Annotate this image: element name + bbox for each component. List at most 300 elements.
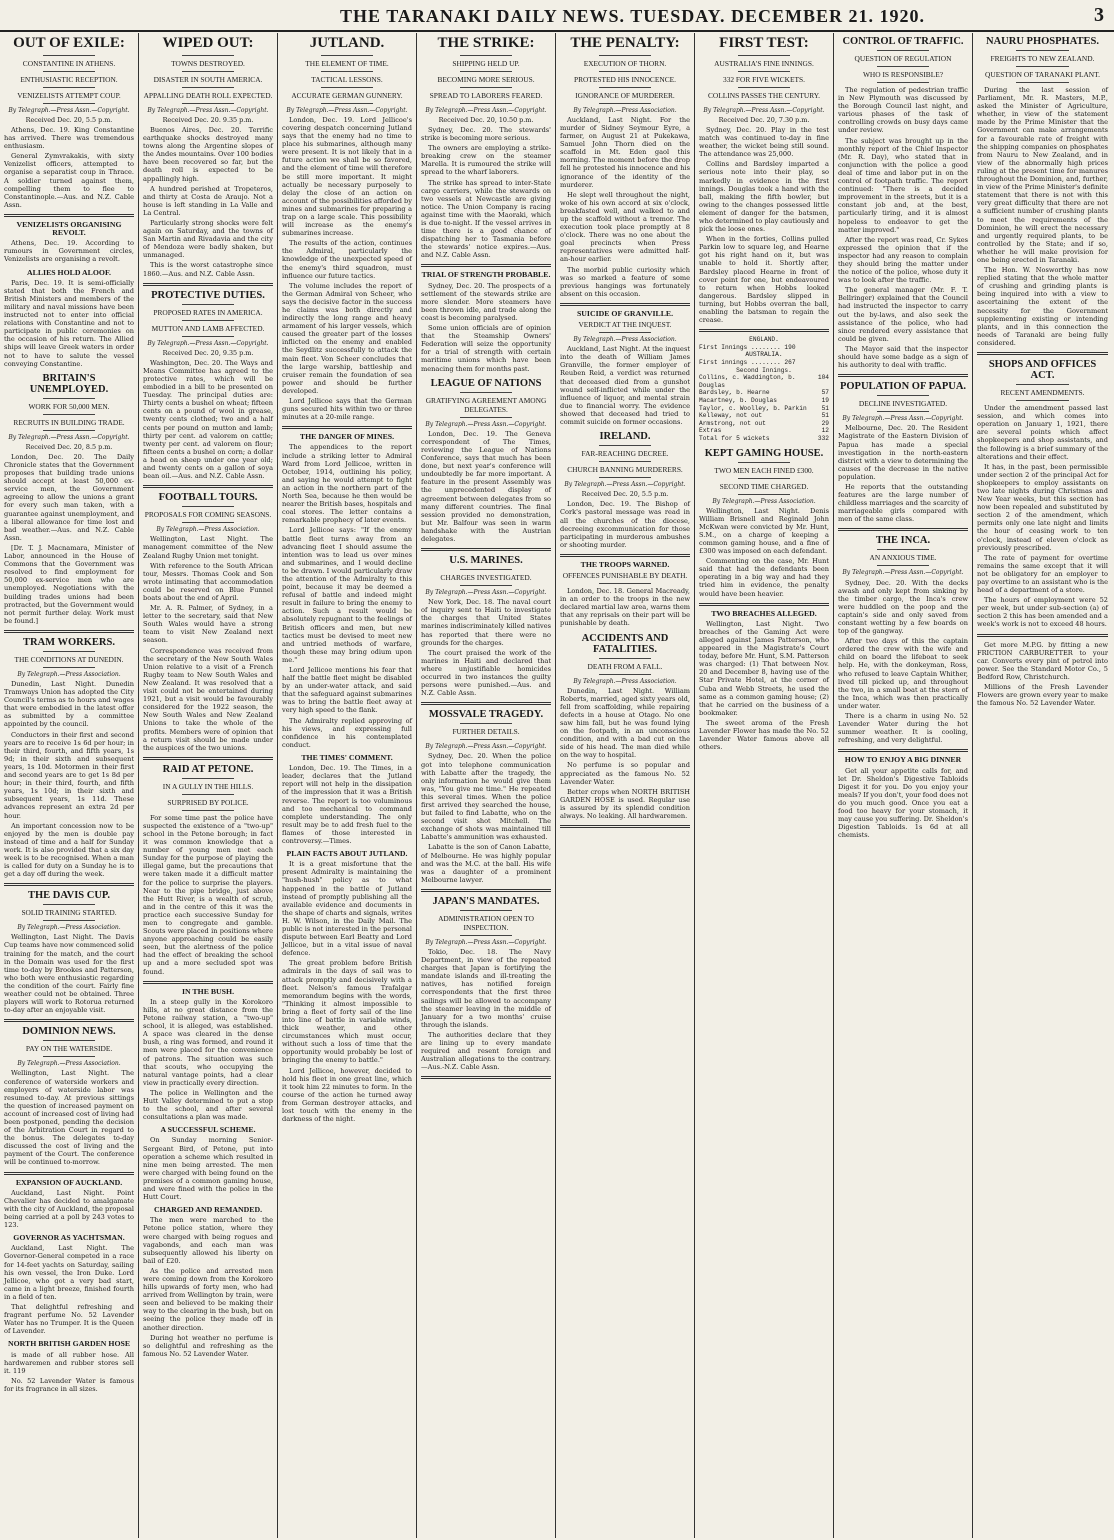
subheadline: SHIPPING HELD UP.: [452, 58, 520, 68]
dateline: Received Dec. 20, 8.5 p.m.: [25, 442, 113, 451]
article-body: [4, 680, 134, 878]
paragraph: With reference to the South African tour, Messrs. Thomas Cook and Son wrote intimating that accommodation could be reserved on Blue Funnel boats about the end of April.: [143, 561, 273, 602]
scorecard-row: [699, 405, 829, 413]
article-body: [143, 126, 273, 278]
subheadline: WORK FOR 50,000 MEN.: [28, 401, 110, 411]
paragraph: The court praised the work of the marines in Haiti and declared that where unjustifiable homicides occurred in two instances the guilty persons were punished.—Aus. and N.Z. Cable Assn.: [421, 648, 551, 698]
subheadline: RECENT AMENDMENTS.: [1000, 388, 1085, 398]
divider: [738, 71, 790, 72]
article: [699, 36, 829, 324]
subheadline: EXECUTION OF THORN.: [583, 58, 667, 68]
subheadline: TACTICAL LESSONS.: [311, 74, 383, 84]
section-divider: [143, 283, 273, 286]
paragraph: Lord Jellicoe says that the German guns secured hits within two or three minutes at a 20-mile range.: [282, 397, 412, 422]
byline: By Telegraph.—Press Assn.—Copyright.: [703, 106, 825, 114]
article-body: [282, 860, 412, 1123]
paragraph: Mr. A. R. Palmer, of Sydney, in a letter to the secretary, said that New South Wales would have a strong team to visit New Zealand next season.: [143, 604, 273, 645]
paragraph: Get more M.P.G. by fitting a new FRICTION CARBURETTER to your car. Converts every pint of petrol into power. See the Standard Motor Co., 5 Bedford Row, Christchurch.: [977, 640, 1108, 681]
headline: KEPT GAMING HOUSE.: [704, 447, 824, 459]
headline: THE INCA.: [875, 535, 931, 547]
paragraph: In a steep gully in the Korokoro hills, at no great distance from the Petone railway station, a "two-up" school, it is alleged, was established. A space was cleared in the dense bush, a ring was formed, and round it men were placed for the convenience of patrons. The situation was such that scouts, who occupying the natural vantage points, had a clear view in practically every direction.: [143, 997, 273, 1087]
section-divider: [699, 603, 829, 606]
paragraph: Under the amendment passed last session, and which comes into operation on January 1, 1921, there are several points which affect shopkeepers and shop assistants, and the following is a brief summary of the alterations and their effect.: [977, 404, 1108, 461]
scorecard: [699, 336, 829, 442]
scorecard-team: ENGLAND.: [749, 336, 779, 344]
paragraph: The men were marched to the Petone police station, where they were charged with being rogues and vagabonds, and each man was subsequently allowed his liberty on bail of £20.: [143, 1216, 273, 1265]
news-column: [139, 33, 278, 1538]
article-body: [421, 752, 551, 884]
runs: 104: [817, 374, 829, 382]
subheadline: PROPOSED RATES IN AMERICA.: [153, 307, 263, 317]
article: [421, 36, 551, 259]
subheadline: QUESTION OF REGULATION: [854, 54, 952, 64]
scorecard-total: [699, 435, 829, 443]
article-body: [421, 430, 551, 543]
divider: [599, 583, 651, 584]
subheadline: IN A GULLY IN THE HILLS.: [162, 781, 254, 791]
section-divider: [143, 757, 273, 760]
article-body: [282, 116, 412, 421]
byline: By Telegraph.—Press Association.: [712, 497, 816, 505]
article: [838, 756, 968, 839]
section-divider: [4, 1172, 134, 1175]
subheadline: THE ELEMENT OF TIME.: [305, 58, 389, 68]
byline: By Telegraph.—Press Assn.—Copyright.: [842, 415, 964, 423]
paragraph: Melbourne, Dec. 20. The Resident Magistrate of the Eastern Division of Papua has made a special investigation in the north-eastern district with a view to determining the causes of the decrease in the native population.: [838, 424, 968, 481]
byline: By Telegraph.—Press Assn.—Copyright.: [8, 106, 130, 114]
paragraph: During hot weather no perfume is so delightful and refreshing as the famous No. 52 Lavender Water.: [143, 1333, 273, 1358]
article: [699, 336, 829, 442]
headline: TWO BREACHES ALLEGED.: [711, 608, 817, 618]
article-body: [4, 933, 134, 1014]
subheadline: CHARGES INVESTIGATED.: [440, 573, 532, 583]
subheadline: MUTTON AND LAMB AFFECTED.: [151, 323, 265, 333]
section-divider: [4, 630, 134, 633]
batsman: Kelleway, not out: [699, 412, 763, 420]
paragraph: Collins and Bardsley imparted a serious note into their play, so markedly in evidence in the first innings. Douglas took a hand with the ball, making the fifth bowler, but owing to the changes possessed little element of danger for the batsmen, who determined to play cautiously and pick the loose ones.: [699, 160, 829, 234]
page-number: 3: [1094, 4, 1104, 26]
paragraph: The subject was brought up in the monthly report of the Chief Inspector (Mr. R. Day), who stated that in conjunction with the police a good deal of time and labor put in on the control of footpath traffic. The report continued: "There is a decided improvement in the streets, but it is a constant job and, at the best, particularly tiring, and it is almost hopeless to endeavor to get the matter improved.": [838, 136, 968, 234]
paragraph: London, Dec. 19. The Bishop of Cork's pastoral message was read in all the churches of the diocese, decreeing excommunication for those participating in murderous ambushes or shooting murder.: [560, 500, 690, 549]
article-body: [838, 424, 968, 523]
paragraph: Sydney, Dec. 20. When the police got into telephone communication with Labatte after the tragedy, the only information he would give them was, "You give me time." He repeated this several times. When the police first arrived they searched the house, but failed to find Labatte, who on the second visit shot Mitchell. The exchange of shots was maintained till Labatte's ammunition was exhausted.: [421, 752, 551, 842]
paragraph: Washington, Dec. 20. The Ways and Means Committee has agreed to the protective rates, which will be embodied in a bill to be presented on Tuesday. The principal duties are: Thirty cents a bushel on wheat; fifteen cents on a pound of wool in grease, twenty cents clothed; two and a half cents per pound on mutton and lamb; thirty per cent. ad valorem on cattle; twenty per cent. ad valorem on flour; fifteen cents a bushel on corn; a dollar a head on sheep under one year old; and twenty cents on a gallon of soya bean oil.—Aus. and N.Z. Cable Assn.: [143, 358, 273, 481]
byline: By Telegraph.—Press Assn.—Copyright.: [425, 420, 547, 428]
paragraph: This is the worst catastrophe since 1860.—Aus. and N.Z. Cable Assn.: [143, 261, 273, 278]
article-body: [4, 279, 134, 368]
subheadline: FREIGHTS TO NEW ZEALAND.: [990, 54, 1095, 64]
divider: [738, 478, 790, 479]
divider: [182, 87, 234, 88]
article-body: [560, 345, 690, 426]
divider: [738, 87, 790, 88]
section-divider: [977, 634, 1108, 637]
headline: THE DANGER OF MINES.: [299, 432, 395, 442]
batsman: Macartney, b. Douglas: [699, 396, 777, 404]
section-divider: [699, 329, 829, 332]
paragraph: No perfume is so popular and appreciated as the famous No. 52 Lavender Water.: [560, 761, 690, 786]
paragraph: London, Dec. 18. General Macready, in an order to the troops in the new declared martial law area, warns them that any reprisals on their part will be punishable by death.: [560, 587, 690, 628]
subheadline: VERDICT AT THE INQUEST.: [578, 320, 672, 330]
batsman: Collins, c. Waddington, b. Douglas: [699, 374, 796, 389]
section-divider: [977, 352, 1108, 355]
subheadline: ENTHUSIASTIC RECEPTION.: [20, 74, 118, 84]
section-divider: [838, 374, 968, 377]
article-body: [560, 687, 690, 821]
headline: CHARGED AND REMANDED.: [153, 1205, 263, 1215]
section-divider: [4, 214, 134, 217]
article-body: [4, 1244, 134, 1335]
paragraph: The Hon. W. Nosworthy has now replied stating that the whole matter of crushing and grinding plants is being inquired into with a view to ascertaining the extent of the necessity for the Government supplementing existing or intending plants, and in this connection the needs of Taranaki are being fully considered.: [977, 266, 1108, 347]
scorecard-row: [699, 397, 829, 405]
headline: PROTECTIVE DUTIES.: [151, 289, 265, 301]
section-divider: [4, 1019, 134, 1022]
paragraph: Auckland, Last Night. Point Chevalier has decided to amalgamate with the city of Auckland, the proposal being carried at a poll by 243 votes to 123.: [4, 1188, 134, 1230]
paragraph: Tokio, Dec. 18. The Navy Department, in view of the repeated charges that Japan is fortifying the mandate islands and ill-treating the natives, has notified foreign correspondents that the first three sailings will be allowed to accompany the steamer leaving in the middle of January for a two months' cruise through the islands.: [421, 948, 551, 1029]
paragraph: Lord Jellicoe says: "If the enemy battle fleet turns away from an advancing fleet I should assume the intention was to lead us over mines and submarines, and I would decline to be drawn. I would particularly draw the attention of the Admiralty to this point, because it may be deemed a refusal of battle and indeed might result in failure to bring the enemy to action. Such a result would be absolutely repugnant to the feelings of British officers and men, but new tactics must be devised to meet new and untried methods of warfare, though these may bring odium upon me.": [282, 526, 412, 664]
headline: A SUCCESSFUL SCHEME.: [160, 1125, 256, 1135]
subheadline: DISASTER IN SOUTH AMERICA.: [153, 74, 263, 84]
article: [560, 561, 690, 628]
paragraph: The Admiralty replied approving of his views, and expressing full confidence in his contemplated conduct.: [282, 716, 412, 749]
article-body: [560, 116, 690, 298]
byline: By Telegraph.—Press Assn.—Copyright.: [564, 481, 686, 489]
headline: VENIZELISTS ORGANISING REVOLT.: [16, 219, 122, 238]
byline: By Telegraph.—Press Assn.—Copyright.: [147, 106, 269, 114]
divider: [43, 430, 95, 431]
paragraph: Conductors in their first and second years are to receive 1s 6d per hour; in their third, fourth, and fifth years, 1s 9d; in their sixth and subsequent years, 1s 10d. Motormen in their first and second years are to get 1s 8d per hour; in their third, fourth, and fifth years, 1s 10d; in their sixth and subsequent years, 1s 11d. These advances represent an extra 2d per hour.: [4, 730, 134, 820]
article-body: [4, 239, 134, 263]
divider: [599, 445, 651, 446]
section-divider: [4, 883, 134, 886]
paragraph: The Mayor said that the inspector should have some badge as a sign of his authority to deal with traffic.: [838, 344, 968, 370]
paragraph: The great problem before British admirals in the days of sail was to attack promptly and decisively with a fleet. Nelson's famous Trafalgar memorandum begins with the words, "Thinking it almost impossible to bring a fleet of forty sail of the line into line of battle in variable winds, thick weather, and other circumstances which must occur, without such a loss of time that the opportunity would probably be lost of bringing the enemy to battle.": [282, 959, 412, 1065]
paragraph: Commenting on the case, Mr. Hunt said that had the defendants been operating in a big way and had they tried him in evidence, the penalty would have been heavier.: [699, 557, 829, 598]
divider: [182, 794, 234, 795]
news-column: [417, 33, 556, 1538]
paragraph: A hundred perished at Tropeteros, and thirty at Costa de Araujo. Not a house is left standing in La Valle and La Central.: [143, 184, 273, 217]
newspaper-masthead: [0, 0, 1114, 32]
subheadline: RECRUITS IN BUILDING TRADE.: [13, 417, 125, 427]
article-body: [421, 598, 551, 697]
divider: [877, 66, 929, 67]
section-divider: [143, 485, 273, 488]
divider: [877, 549, 929, 550]
article: [421, 896, 551, 1072]
headline: THE STRIKE:: [437, 35, 535, 51]
dateline: Received Dec. 20. 9.35 p.m.: [162, 115, 254, 124]
subheadline: QUESTION OF TARANAKI PLANT.: [985, 70, 1100, 80]
divider: [460, 910, 512, 911]
subheadline: OFFENCES PUNISHABLE BY DEATH.: [562, 571, 688, 581]
article: [838, 36, 968, 369]
subheadline: WHO IS RESPONSIBLE?: [862, 70, 944, 80]
headline: POPULATION OF PAPUA.: [839, 381, 967, 393]
subheadline: SOLID TRAINING STARTED.: [21, 908, 117, 918]
paragraph: Wellington, Last Night. The Davis Cup teams have now commenced solid training for the match, and the court in the Domain was used for the first time to-day by Brookes and Patterson, who both were enthusiastic regarding the condition of the court. Fairly fine weather could not be obtained. Three players will work to Rotorua returned to-day after an enjoyable visit.: [4, 933, 134, 1015]
article: [143, 36, 273, 278]
article-body: [421, 948, 551, 1071]
byline: By Telegraph.—Press Association.: [156, 526, 260, 534]
runs: 29: [821, 419, 829, 427]
article-body: [143, 1136, 273, 1201]
paragraph: New York, Dec. 18. The naval court of inquiry sent to Haiti to investigate the charges that United States marines indiscriminately killed natives has reported that there were no grounds for the charges.: [421, 598, 551, 647]
article: [699, 610, 829, 752]
section-divider: [560, 554, 690, 557]
headline: EXPANSION OF AUCKLAND.: [15, 1177, 123, 1187]
byline: By Telegraph.—Press Assn.—Copyright.: [425, 589, 547, 597]
headline: THE TIMES' COMMENT.: [301, 752, 393, 762]
subheadline: PAY ON THE WATERSIDE.: [25, 1044, 113, 1054]
paragraph: He reports that the outstanding features are the large number of childless marriages and the scarcity of marriageable girls compared with men of the same class.: [838, 482, 968, 524]
byline: By Telegraph.—Press Association.: [573, 677, 677, 685]
subheadline: CHURCH BANNING MURDERERS.: [567, 465, 683, 475]
divider: [599, 477, 651, 478]
divider: [182, 336, 234, 337]
divider: [599, 87, 651, 88]
paragraph: General Zymvrakakis, with sixty Venizelist officers, attempted to organise a separatist coup in Thrace. A soldier turned against them, compelling them to flee to Constantinople.—Aus. and N.Z. Cable Assn.: [4, 152, 134, 209]
divider: [460, 739, 512, 740]
paragraph: Better crops when NORTH BRITISH GARDEN HOSE is used. Regular use is assured by its splendid condition always. No leaking. All hardwaremen.: [560, 787, 690, 821]
article-body: [560, 587, 690, 627]
headline: THE PENALTY:: [570, 35, 680, 51]
divider: [43, 55, 95, 56]
paragraph: The general manager (Mr. F. T. Bellringer) explained that the Council had instructed the inspector to carry out the by-laws, and also seek the assistance of the police, who had since rendered every assistance that could be given.: [838, 286, 968, 343]
news-column: [695, 33, 834, 1538]
headline: JUTLAND.: [309, 35, 385, 51]
byline: By Telegraph.—Press Assn.—Copyright.: [425, 743, 547, 751]
article-body: [4, 1351, 134, 1393]
paragraph: Correspondence was received from the secretary of the New South Wales Union relative to a visit of a French Rugby team to New South Wales and New Zealand. It was resolved that a visit could not be entertained during 1921, but a visit would be favourably considered for the 1922 season, the New South Wales and New Zealand Unions to take the whole of the profits. Members were of opinion that a return visit should be made under the auspices of the two unions.: [143, 646, 273, 752]
paragraph: Auckland, Last Night. The Governor-General competed in a race for 14-feet yachts on Saturday, sailing his own vessel, the Iron Duke. Lord Jellicoe, who got a very bad start, came in a light breeze, finished fourth in a field of ten.: [4, 1244, 134, 1301]
article: [282, 36, 412, 421]
divider: [182, 810, 234, 811]
scorecard-row: [699, 389, 829, 397]
divider: [1016, 82, 1068, 83]
paragraph: The owners are employing a strike-breaking crew on the steamer Marella. It is rumoured the strike will spread to the wharf laborers.: [421, 144, 551, 177]
paragraph: The sweet aroma of the Fresh Lavender Flower has made the No. 52 Lavender Water famous above all others.: [699, 718, 829, 752]
article-body: [282, 764, 412, 845]
paragraph: Buenos Aires, Dec. 20. Terrific earthquake shocks destroyed many towns along the Argentine slopes of the Andes mountains. Over 100 bodies have been recovered so far, but the death roll is expected to be appallingly high.: [143, 125, 273, 183]
article-body: [143, 998, 273, 1121]
runs: 19: [821, 396, 829, 404]
paragraph: For some time past the police have suspected the existence of a "two-up" school in the Petone borough; in fact it was common knowledge that a number of young men met each Sunday for the purpose of playing the illegal game, but the precautions that were taken made it a difficult matter for the police to surprise the players. Near to the pipe bridge, just above the Hutt River, is a wealth of scrub, and in the centre of this it was the practice each successive Sunday for men to congregate and gamble. Scouts were placed in positions where anyone approaching could be easily seen, but the alertness of the police had the effect of breaking the school up and a more secluded spot was found.: [143, 813, 273, 976]
article: [143, 988, 273, 1122]
news-column: [973, 33, 1112, 1538]
article: [977, 36, 1108, 347]
subheadline: VENIZELISTS ATTEMPT COUP.: [17, 90, 121, 100]
divider: [460, 569, 512, 570]
divider: [43, 651, 95, 652]
article: [4, 1234, 134, 1335]
paragraph: Dunedin, Last Night. William Roberts, married, aged sixty years old, fell from scaffolding, while repairing defects in a house at Otago. No one saw him fall, but he was found lying on the footpath, in an unconscious condition, and with a bad cut on the side of his head. The man died while on the way to hospital.: [560, 686, 690, 760]
article-body: [977, 641, 1108, 708]
article: [282, 850, 412, 1123]
divider: [1016, 66, 1068, 67]
divider: [43, 71, 95, 72]
paragraph: Dunedin, Last Night. Dunedin Tramways Union has adopted the City Council's terms as to hours and wages that were embodied in the latest offer as submitted by a committee appointed by the council.: [4, 680, 134, 729]
subheadline: COLLINS PASSES THE CENTURY.: [708, 90, 820, 100]
scorecard-subhead: Second Innings.: [736, 366, 792, 374]
scorecard-line: First Innings ........ 190: [699, 343, 796, 351]
paragraph: Athens, Dec. 19. King Constantine has arrived. There was tremendous enthusiasm.: [4, 125, 134, 151]
article: [699, 448, 829, 598]
article: [560, 36, 690, 298]
paragraph: There is a charm in using No. 52 Lavender Water during the hot summer weather. It is cooling, refreshing, and very delightful.: [838, 712, 968, 745]
paragraph: Sydney, Dec. 20. The stewards' strike is becoming more serious.: [421, 125, 551, 143]
divider: [877, 411, 929, 412]
section-divider: [838, 528, 968, 531]
divider: [877, 50, 929, 51]
article: [4, 1179, 134, 1230]
article-body: [143, 535, 273, 751]
paragraph: Auckland, Last Night. For the murder of Sidney Seymour Eyre, a farmer, on August 21 at Pukekawa, Samuel John Thorn died on the scaffold in Mt. Eden gaol this morning. The moment before the drop fell he protested his innocence and his ignorance of the identity of the murderer.: [560, 115, 690, 189]
divider: [460, 55, 512, 56]
subheadline: TWO MEN EACH FINED £300.: [714, 465, 814, 475]
paragraph: An important concession now to be enjoyed by the men is double pay instead of time and a half for Sunday work. It is also provided that a six day week is to be recognised. When a man is called for duty on a Sunday he is to get a day off during the week.: [4, 821, 134, 879]
divider: [182, 103, 234, 104]
subheadline: PROPOSALS FOR COMING SEASONS.: [144, 510, 272, 520]
divider: [599, 55, 651, 56]
article: [421, 271, 551, 372]
article: [977, 641, 1108, 708]
dateline: Received Dec. 20, 5.5 p.m.: [581, 490, 669, 499]
divider: [43, 904, 95, 905]
headline: DOMINION NEWS.: [22, 1026, 116, 1038]
section-divider: [838, 749, 968, 752]
subheadline: BECOMING MORE SERIOUS.: [437, 74, 535, 84]
paragraph: Lord Jellicoe, however, decided to hold his fleet in one great line, which it took him 22 minutes to form. In the course of the action he turned away from German destroyer attacks, and lost touch with the enemy in the darkness of the night.: [282, 1066, 412, 1124]
paragraph: London, Dec. 19. The Geneva correspondent of The Times, reviewing the League of Nations Conference, says that much has been done, but next year's conference will undoubtedly be far more important. A feature in the present Assembly was the unprecedented display of agreement between delegates from so many different countries. The final session provided no demonstration, but Mr. Balfour was seen in warm handshake with the Austrian delegates.: [421, 429, 551, 543]
divider: [460, 723, 512, 724]
paragraph: It is a great misfortune that the present Admiralty is maintaining the "hush-hush" policy as to what happened in the battle of Jutland instead of promptly publishing all the available evidence and documents in the shape of charts and signals, writes H. W. Wilson, in the Daily Mail. The public is not interested in the personal dispute between Earl Beatty and Lord Jellicoe, but in a vital issue of naval defence.: [282, 860, 412, 958]
subheadline: 332 FOR FIVE WICKETS.: [723, 74, 805, 84]
divider: [599, 103, 651, 104]
divider: [43, 103, 95, 104]
paragraph: The authorities declare that they are lining up to every mandate required and resent foreign and Australian allegations to the contrary.—Aus.-N.Z. Cable Assn.: [421, 1030, 551, 1072]
paragraph: When in the forties, Collins pulled Parkin low to square leg, and Hearne got his right hand on it, but was unable to hold it. Shortly after, Bardsley placed Hearne in front of cover point for one, but endeavoured to return when Hobbs looked dangerous. Bardsley slipped in turning, but Hobbs overran the ball, enabling the batsman to regain the crease.: [699, 235, 829, 325]
section-divider: [143, 981, 273, 984]
divider: [599, 658, 651, 659]
divider: [182, 304, 234, 305]
article: [282, 433, 412, 749]
paragraph: Sydney, Dec. 20. With the decks awash and only kept from sinking by the timber cargo, the Inca's crew were huddled on the poop and the captain's side and only saved from constant wetting by a few boards on top of the gangway.: [838, 578, 968, 636]
paragraph: The rate of payment for overtime remains the same except that it will not be obligatory for an employer to pay overtime to an assistant who is the head of a department of a store.: [977, 553, 1108, 595]
news-column: [0, 33, 139, 1538]
headline: OUT OF EXILE:: [13, 35, 125, 51]
dateline: Received Dec. 20, 5.5 p.m.: [25, 115, 113, 124]
subheadline: SPREAD TO LABORERS FEARED.: [429, 90, 543, 100]
paragraph: No. 52 Lavender Water is famous for its fragrance in all sizes.: [4, 1376, 134, 1393]
paragraph: Wellington, Last Night. Two breaches of the Gaming Act were alleged against James Patterson, who appeared in the Magistrate's Court today, before Mr. Hunt, S.M. Patterson was charged: (1) That between Nov. 20 and December 8, having use of the Star Private Hotel, at the corner of Cuba and Webb Streets, he used the same as a common gaming house; (2) that he carried on the business of a bookmaker.: [699, 619, 829, 717]
headline: LEAGUE OF NATIONS: [430, 377, 542, 389]
article: [421, 555, 551, 697]
scorecard-team: AUSTRALIA.: [745, 351, 783, 359]
paragraph: Sydney, Dec. 20. Play in the test match was continued to-day in fine weather, the wicket being still sound. The attendance was 25,000.: [699, 125, 829, 159]
article-body: [4, 126, 134, 209]
subheadline: DECLINE INVESTIGATED.: [858, 399, 948, 409]
headline: NAURU PHOSPHATES.: [986, 36, 1099, 47]
paragraph: Labatte is the son of Canon Labatte, of Melbourne. He was highly popular and was the M.C. at the ball. His wife was a daughter of a prominent Melbourne lawyer.: [421, 843, 551, 884]
article: [421, 378, 551, 543]
divider: [43, 920, 95, 921]
section-divider: [282, 426, 412, 429]
byline: By Telegraph.—Press Assn.—Copyright.: [425, 938, 547, 946]
article: [560, 431, 690, 549]
section-divider: [421, 1076, 551, 1079]
article: [143, 1206, 273, 1358]
article-body: [282, 443, 412, 748]
total-label: Total for 5 wickets: [699, 434, 770, 442]
section-divider: [560, 303, 690, 306]
news-column: [834, 33, 973, 1538]
paragraph: London, Dec. 19. Lord Jellicoe's covering despatch concerning Jutland says that the enemy had no time to place his submarines, although many were present. It is not likely that in a future action we shall be so favored, and the element of time will therefore be still more important. It might actually be necessary purposely to delay the close of an action on account of the possibilities afforded by mines and submarines for preparing a trap on a large scale. This possibility will increase as the enemy's submarines increase.: [282, 115, 412, 238]
headline: GOVERNOR AS YACHTSMAN.: [13, 1233, 125, 1243]
article: [4, 221, 134, 264]
paragraph: As the police and arrested men were coming down from the Korokoro hills upwards of forty men, who had arrived from Wellington by train, were seen and believed to be making their way to the clearing in the bush, but on seeing the police they made off in another direction.: [143, 1266, 273, 1332]
subheadline: CONSTANTINE IN ATHENS.: [22, 58, 116, 68]
article: [4, 1340, 134, 1393]
news-column: [556, 33, 695, 1538]
article-body: [4, 1189, 134, 1229]
divider: [877, 565, 929, 566]
paragraph: Sydney, Dec. 20. The prospects of a settlement of the stewards strike are more slender. More steamers have been thrown idle, and trade along the coast is becoming paralysed.: [421, 281, 551, 322]
section-divider: [421, 889, 551, 892]
subheadline: GRATIFYING AGREEMENT AMONG DELEGATES.: [425, 395, 547, 414]
paragraph: The police in Wellington and the Hutt Valley determined to put a stop to the school, and after several consultations a plan was made.: [143, 1088, 273, 1122]
headline: JAPAN'S MANDATES.: [432, 895, 540, 907]
dateline: Received Dec. 20, 9.35 p.m.: [162, 348, 254, 357]
article-body: [421, 282, 551, 373]
article: [977, 359, 1108, 629]
headline: SHOPS AND OFFICES ACT.: [988, 359, 1097, 382]
headline: MOSSVALE TRAGEDY.: [428, 709, 544, 721]
subheadline: AUSTRALIA'S FINE INNINGS.: [714, 58, 814, 68]
paragraph: On Sunday morning Senior-Sergeant Bird, of Petone, put into operation a scheme which resulted in nine men being arrested. The men were charged with being found on the premises of a common gaming house, and were fined with the police in the Hutt Court.: [143, 1136, 273, 1202]
paragraph: The regulation of pedestrian traffic in New Plymouth was discussed by the Borough Council last night, and various phases of the task of controlling crowds on busy days came under review.: [838, 86, 968, 135]
runs: 57: [821, 389, 829, 397]
divider: [43, 1056, 95, 1057]
paragraph: The appendices to the report include a striking letter to Admiral Ward from Lord Jellicoe, written in October, 1914, outlining his policy, and saying he would attempt to fight an action in the northern part of the North Sea, because he then would be nearer the British bases, hospitals and coal stores. The letter contains a remarkable prophecy of later events.: [282, 443, 412, 525]
scorecard-row: [699, 374, 829, 389]
article-body: [838, 86, 968, 369]
subheadline: PROTESTED HIS INNOCENCE.: [573, 74, 677, 84]
paragraph: After the report was read, Cr. Sykes expressed the opinion that if the inspector had any reason to complain they should bring the matter under the notice of the police, whose duty it was to look after the traffic.: [838, 235, 968, 285]
divider: [43, 667, 95, 668]
article: [838, 535, 968, 744]
paragraph: The volume includes the report of the German Admiral von Scheer, who says the decisive factor in the success he claims was both directly and indirectly the long range and heavy armament of his larger vessels, which caused the greater part of the losses inflicted on the enemy and enabled the Seydlitz successfully to attack the main fleet. Von Scheer concludes that the large warship, battleship and cruiser remain the foundation of sea power and should be further developed.: [282, 281, 412, 395]
article-body: [699, 507, 829, 598]
masthead-title: THE TARANAKI DAILY NEWS. TUESDAY. DECEMBER 21. 1920.: [340, 6, 925, 26]
divider: [182, 522, 234, 523]
headline: IN THE BUSH.: [181, 986, 235, 996]
subheadline: IGNORANCE OF MURDERER.: [575, 90, 675, 100]
headline: THE TROOPS WARNED.: [580, 559, 670, 569]
headline: TRAM WORKERS.: [23, 636, 115, 648]
total-runs: 332: [817, 434, 829, 442]
divider: [43, 87, 95, 88]
divider: [738, 103, 790, 104]
batsman: Bardsley, b. Hearne: [699, 389, 770, 397]
headline: TRIAL OF STRENGTH PROBABLE.: [421, 270, 551, 280]
scorecard-row: [699, 427, 829, 435]
paragraph: Paris, Dec. 19. It is semi-officially stated that both the French and British Ministers and members of the military and naval missions have been instructed not to enter into official relations with Constantine and not to participate in public ceremonies on the occasion of his return. The Allied ships will leave Greek waters in order not to have to salute the vessel conveying Constantine.: [4, 278, 134, 368]
paragraph: London, Dec. 19. The Times, in a leader, declares that the Jutland report will not help in the dissipation of the impression that it was a British reverse. The report is too voluminous and too mechanical to command complete understanding. The only result may be to add fresh fuel to the flames of those interested in controversy.—Times.: [282, 764, 412, 845]
dateline: Received Dec. 20, 10.50 p.m.: [438, 115, 534, 124]
divider: [1016, 384, 1068, 385]
byline: By Telegraph.—Press Association.: [17, 1060, 121, 1068]
paragraph: Wellington, Last Night. The conference of waterside workers and employers of waterside labor was resumed to-day. At previous sittings the question of increased payment on account of increased cost of living had been postponed, pending the decision of the Arbitration Court in regard to the bonus. The delegates to-day discussed the cost of living and the payment of the Court. The conference will be continued to-morrow.: [4, 1069, 134, 1167]
